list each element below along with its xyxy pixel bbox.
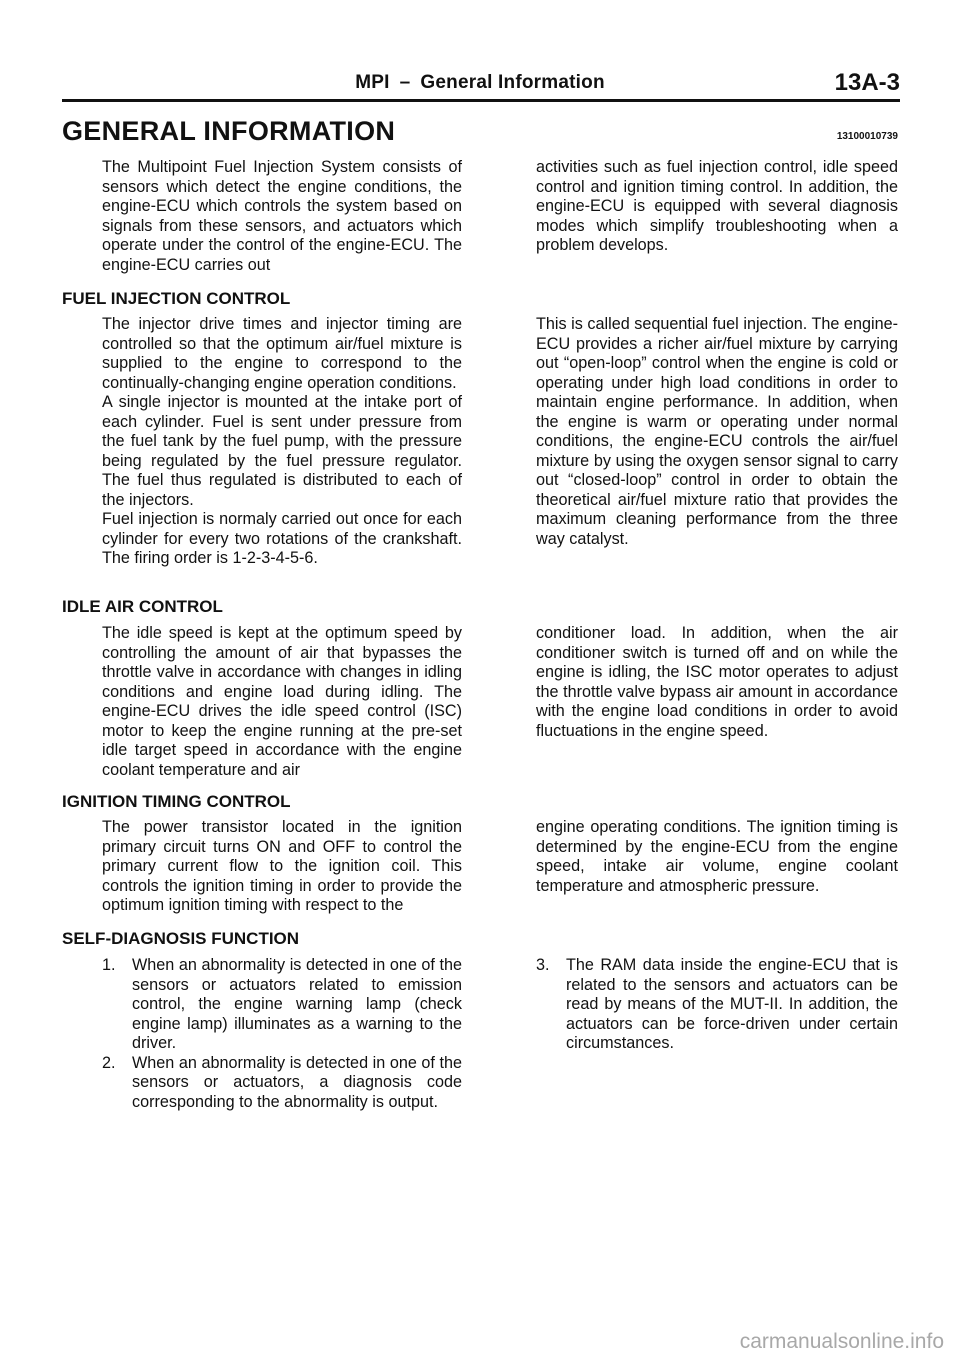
idle-air-right-text: conditioner load. In addition, when the air conditioner switch is turned off and on while the engine is idling, the ISC motor operates to adjust the throttle valve bypass air amount in accordance with the engine load conditions in order to avoid fluctuations in the engine speed. [536, 624, 898, 740]
header-separator: – [399, 72, 411, 93]
list-item-number: 2. [102, 1053, 116, 1072]
list-item-text: The RAM data inside the engine-ECU that is related to the sensors and actuators can be read by means of the MUT-II. In addition, the actuators can be force-driven under certain circumstances. [566, 956, 898, 1052]
list-item [102, 1054, 462, 1113]
fuel-injection-left-column [102, 315, 462, 569]
list-item-number: 3. [536, 956, 550, 974]
fuel-injection-paragraph-2: A single injector is mounted at the intake port of each cylinder. Fuel is sent under pressure from the fuel tank by the fuel pump, with the pressure being regulated by the fuel pressure regulator. The fuel thus regulated is distributed to each of the injectors. [102, 393, 462, 509]
fuel-injection-paragraph-1: The injector drive times and injector timing are controlled so that the optimum air/fuel mixture is supplied to the engine to correspond to the continually-changing engine operation conditions. [102, 315, 462, 392]
list-item [536, 956, 898, 1054]
section-heading-fuel-injection: FUEL INJECTION CONTROL [62, 289, 291, 308]
document-code: 13100010739 [836, 131, 898, 142]
intro-left-text: The Multipoint Fuel Injection System consists of sensors which detect the engine conditions, the engine-ECU which controls the system based on signals from these sensors, and actuators which operate under the control of the engine-ECU. The engine-ECU carries out [102, 158, 462, 274]
self-diagnosis-left-list [102, 956, 462, 1112]
intro-right-text: activities such as fuel injection control, idle speed control and ignition timing control. In addition, the engine-ECU is equipped with several diagnosis modes which simplify troubleshooting when a problem develops. [536, 158, 898, 254]
section-heading-idle-air: IDLE AIR CONTROL [62, 597, 223, 616]
fuel-injection-paragraph-3: Fuel injection is normaly carried out once for each cylinder for every two rotations of the crankshaft. The firing order is 1-2-3-4-5-6. [102, 510, 462, 567]
section-heading-self-diagnosis: SELF-DIAGNOSIS FUNCTION [62, 929, 300, 948]
running-header [315, 72, 645, 94]
self-diagnosis-right-list [536, 956, 898, 1054]
idle-air-left-text: The idle speed is kept at the optimum speed by controlling the amount of air that bypasses the throttle valve in accordance with changes in idling conditions and engine load during idling. The engine-ECU drives the idle speed control (ISC) motor to keep the engine running at the pre-set idle target speed in accordance with the engine coolant temperature and air [102, 624, 462, 779]
list-item-text: When an abnormality is detected in one of the sensors or actuators, a diagnosis code corresponding to the abnormality is output. [132, 1053, 462, 1111]
section-heading-ignition-timing: IGNITION TIMING CONTROL [62, 792, 291, 811]
page-number: 13A-3 [834, 69, 900, 96]
header-title-section: General Information [420, 72, 605, 93]
fuel-injection-right-text: This is called sequential fuel injection. The engine-ECU provides a richer air/fuel mixture by carrying out “open-loop” control when the engine is cold or operating under high load conditions in order to maintain engine performance. In addition, when the engine is warm or operating under normal conditions, the engine-ECU controls the air/fuel mixture by using the oxygen sensor signal to carry out “closed-loop” control in order to obtain the theoretical air/fuel mixture ratio that provides the maximum cleaning performance from the three way catalyst. [536, 315, 898, 548]
page-title: GENERAL INFORMATION [62, 116, 396, 146]
site-watermark: carmanualsonline.info [739, 1330, 944, 1353]
list-item-number: 1. [102, 956, 116, 974]
list-item-text: When an abnormality is detected in one of the sensors or actuators related to emission control, the engine warning lamp (check engine lamp) illuminates as a warning to the driver. [132, 956, 462, 1052]
header-title-system: MPI [355, 72, 390, 93]
header-divider [62, 99, 900, 102]
ignition-timing-right-text: engine operating conditions. The ignition timing is determined by the engine-ECU from the engine speed, intake air volume, engine coolant temperature and atmospheric pressure. [536, 818, 898, 895]
ignition-timing-left-text: The power transistor located in the ignition primary circuit turns ON and OFF to control the primary current flow to the ignition coil. This controls the ignition timing in order to provide the optimum ignition timing with respect to the [102, 818, 462, 914]
list-item [102, 956, 462, 1054]
